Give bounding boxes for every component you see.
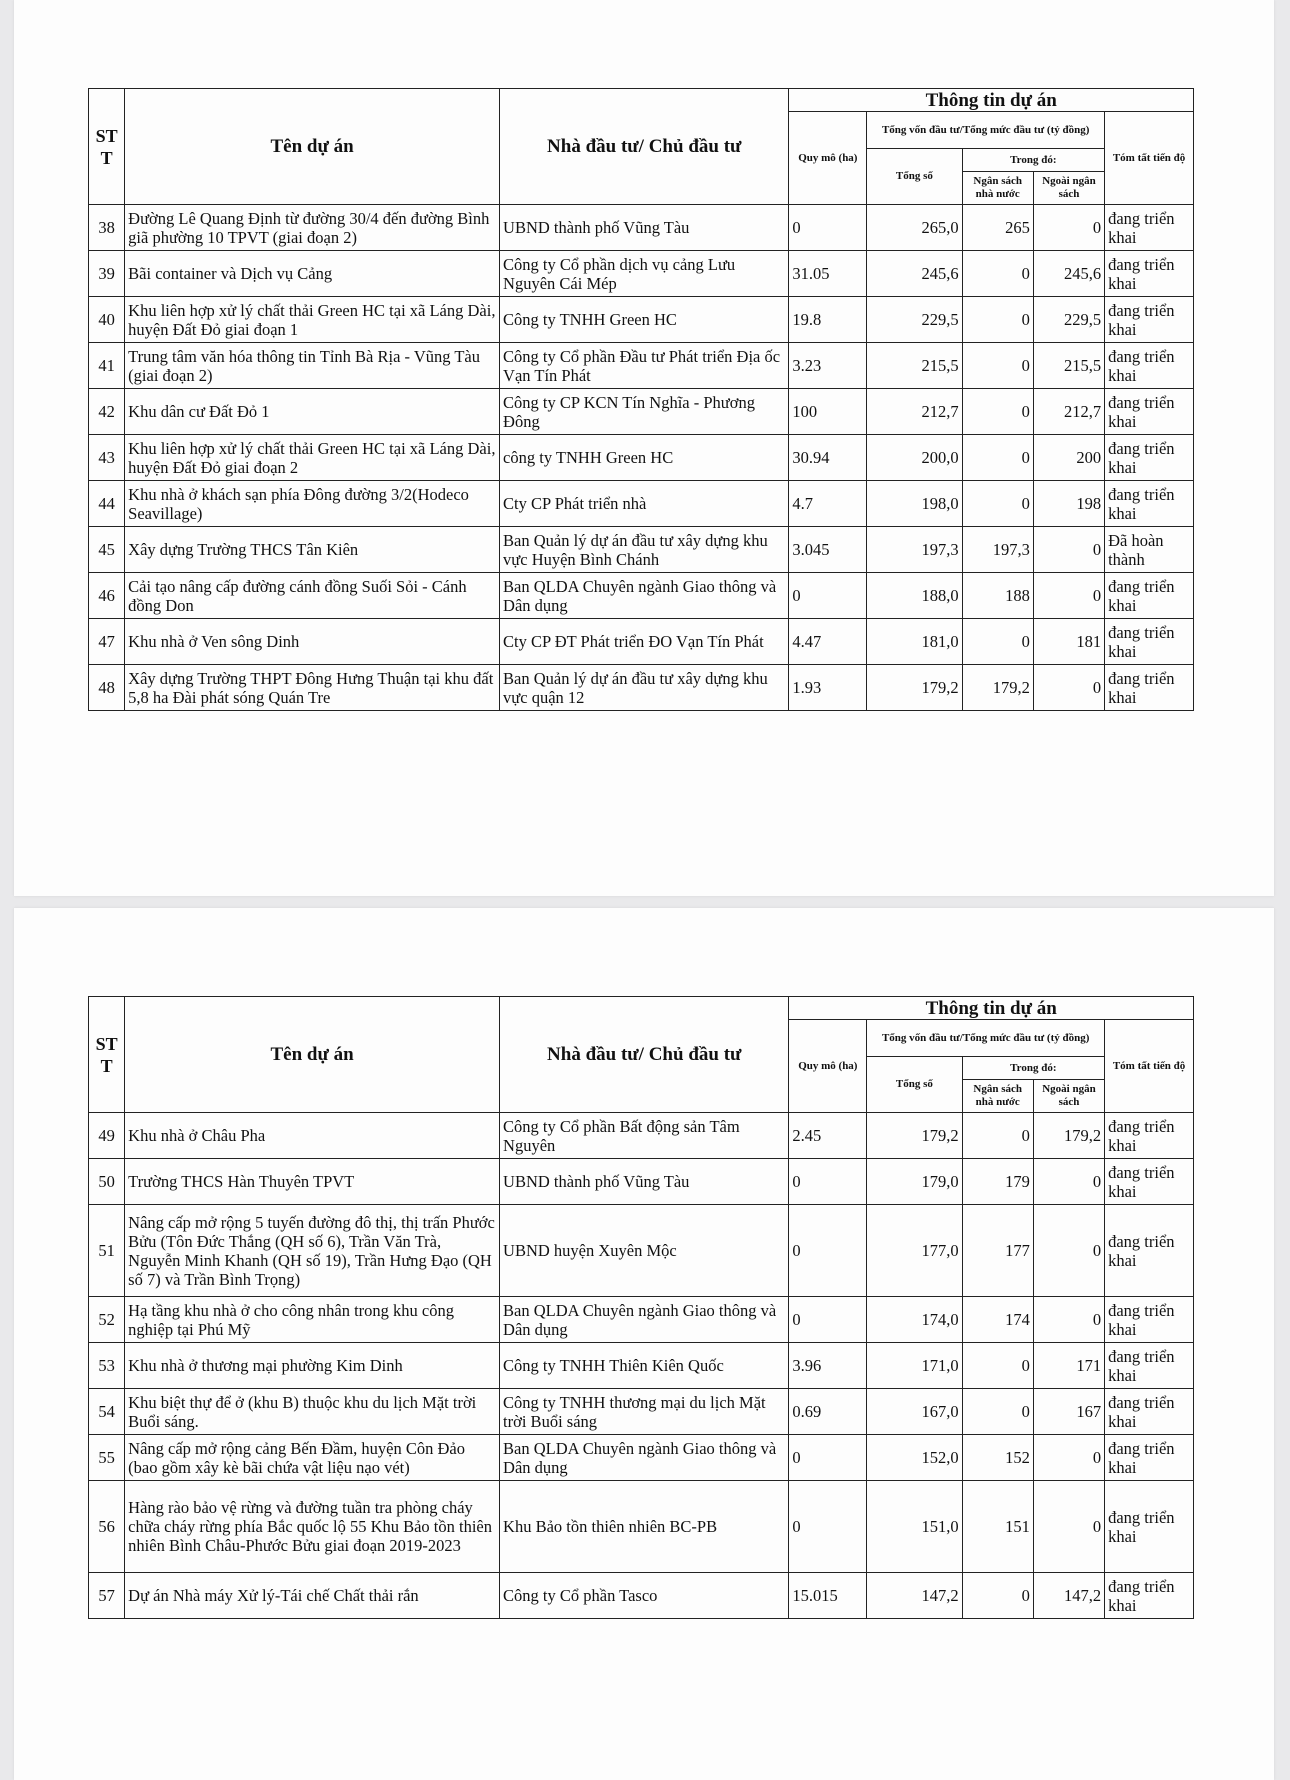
project-scale: 31.05	[789, 251, 867, 297]
progress-status: đang triển khai	[1105, 573, 1194, 619]
nonstate-budget: 171	[1033, 1343, 1104, 1389]
project-scale: 2.45	[789, 1113, 867, 1159]
project-name: Xây dựng Trường THCS Tân Kiên	[125, 527, 500, 573]
nonstate-budget: 245,6	[1033, 251, 1104, 297]
project-scale: 0	[789, 573, 867, 619]
progress-status: đang triển khai	[1105, 1481, 1194, 1573]
project-name: Khu nhà ở Châu Pha	[125, 1113, 500, 1159]
row-stt: 51	[89, 1205, 125, 1297]
total-investment: 152,0	[867, 1435, 962, 1481]
project-scale: 0	[789, 1481, 867, 1573]
table-row	[89, 1297, 1194, 1343]
progress-status: đang triển khai	[1105, 481, 1194, 527]
project-scale: 100	[789, 389, 867, 435]
nonstate-budget: 181	[1033, 619, 1104, 665]
col-breakdown-header: Trong đó:	[962, 149, 1105, 172]
progress-status: đang triển khai	[1105, 251, 1194, 297]
total-investment: 188,0	[867, 573, 962, 619]
nonstate-budget: 0	[1033, 1159, 1104, 1205]
project-name: Khu biệt thự để ở (khu B) thuộc khu du lịch Mặt trời Buổi sáng.	[125, 1389, 500, 1435]
project-info-header: Thông tin dự án	[789, 89, 1194, 112]
nonstate-budget: 0	[1033, 1205, 1104, 1297]
table-row	[89, 1435, 1194, 1481]
row-stt: 45	[89, 527, 125, 573]
progress-status: đang triển khai	[1105, 205, 1194, 251]
row-stt: 57	[89, 1573, 125, 1619]
project-scale: 4.7	[789, 481, 867, 527]
state-budget: 177	[962, 1205, 1033, 1297]
project-info-header: Thông tin dự án	[789, 997, 1194, 1020]
row-stt: 56	[89, 1481, 125, 1573]
project-scale: 15.015	[789, 1573, 867, 1619]
project-name: Bãi container và Dịch vụ Cảng	[125, 251, 500, 297]
state-budget: 0	[962, 251, 1033, 297]
table-row	[89, 205, 1194, 251]
project-name: Khu liên hợp xử lý chất thải Green HC tại xã Láng Dài, huyện Đất Đỏ giai đoạn 1	[125, 297, 500, 343]
table-row	[89, 1159, 1194, 1205]
nonstate-budget: 212,7	[1033, 389, 1104, 435]
row-stt: 44	[89, 481, 125, 527]
table-row	[89, 573, 1194, 619]
total-investment: 198,0	[867, 481, 962, 527]
row-stt: 54	[89, 1389, 125, 1435]
row-stt: 53	[89, 1343, 125, 1389]
total-investment: 171,0	[867, 1343, 962, 1389]
nonstate-budget: 147,2	[1033, 1573, 1104, 1619]
project-name: Xây dựng Trường THPT Đông Hưng Thuận tại khu đất 5,8 ha Đài phát sóng Quán Tre	[125, 665, 500, 711]
nonstate-budget: 0	[1033, 527, 1104, 573]
col-breakdown-header: Trong đó:	[962, 1057, 1105, 1080]
table-row	[89, 619, 1194, 665]
total-investment: 167,0	[867, 1389, 962, 1435]
state-budget: 152	[962, 1435, 1033, 1481]
state-budget: 0	[962, 1389, 1033, 1435]
table-row	[89, 1573, 1194, 1619]
nonstate-budget: 198	[1033, 481, 1104, 527]
nonstate-budget: 200	[1033, 435, 1104, 481]
project-name: Khu nhà ở Ven sông Dinh	[125, 619, 500, 665]
project-name: Trung tâm văn hóa thông tin Tỉnh Bà Rịa - Vũng Tàu (giai đoạn 2)	[125, 343, 500, 389]
project-name: Khu dân cư Đất Đỏ 1	[125, 389, 500, 435]
col-name-header: Tên dự án	[125, 89, 500, 205]
progress-status: đang triển khai	[1105, 1435, 1194, 1481]
project-scale: 30.94	[789, 435, 867, 481]
col-total-header: Tổng số	[867, 1057, 962, 1113]
investor-name: UBND thành phố Vũng Tàu	[500, 1159, 789, 1205]
table-row	[89, 297, 1194, 343]
progress-status: đang triển khai	[1105, 1343, 1194, 1389]
total-investment: 215,5	[867, 343, 962, 389]
table-row	[89, 1343, 1194, 1389]
state-budget: 0	[962, 619, 1033, 665]
progress-status: đang triển khai	[1105, 619, 1194, 665]
project-scale: 0	[789, 205, 867, 251]
project-scale: 0	[789, 1435, 867, 1481]
progress-status: đang triển khai	[1105, 297, 1194, 343]
nonstate-budget: 0	[1033, 573, 1104, 619]
total-investment: 212,7	[867, 389, 962, 435]
total-investment: 179,2	[867, 665, 962, 711]
nonstate-budget: 179,2	[1033, 1113, 1104, 1159]
table-row	[89, 665, 1194, 711]
investor-name: Công ty TNHH Green HC	[500, 297, 789, 343]
state-budget: 197,3	[962, 527, 1033, 573]
state-budget: 0	[962, 343, 1033, 389]
project-name: Khu nhà ở thương mại phường Kim Dinh	[125, 1343, 500, 1389]
table-row	[89, 435, 1194, 481]
progress-status: đang triển khai	[1105, 389, 1194, 435]
total-investment: 151,0	[867, 1481, 962, 1573]
col-name-header: Tên dự án	[125, 997, 500, 1113]
col-state-budget-header: Ngân sách nhà nước	[962, 172, 1033, 205]
nonstate-budget: 0	[1033, 1481, 1104, 1573]
progress-status: đang triển khai	[1105, 1297, 1194, 1343]
state-budget: 174	[962, 1297, 1033, 1343]
total-investment: 179,2	[867, 1113, 962, 1159]
nonstate-budget: 0	[1033, 1297, 1104, 1343]
total-investment: 177,0	[867, 1205, 962, 1297]
document-page-2	[14, 908, 1274, 1780]
project-name: Hạ tầng khu nhà ở cho công nhân trong khu công nghiệp tại Phú Mỹ	[125, 1297, 500, 1343]
col-investor-header: Nhà đầu tư/ Chủ đầu tư	[500, 997, 789, 1113]
row-stt: 48	[89, 665, 125, 711]
nonstate-budget: 167	[1033, 1389, 1104, 1435]
state-budget: 179,2	[962, 665, 1033, 711]
total-investment: 265,0	[867, 205, 962, 251]
investor-name: Ban Quản lý dự án đầu tư xây dựng khu vực quận 12	[500, 665, 789, 711]
row-stt: 42	[89, 389, 125, 435]
project-name: Khu liên hợp xử lý chất thải Green HC tại xã Láng Dài, huyện Đất Đỏ giai đoạn 2	[125, 435, 500, 481]
total-investment: 229,5	[867, 297, 962, 343]
col-status-header: Tóm tất tiến độ	[1105, 1020, 1194, 1113]
row-stt: 55	[89, 1435, 125, 1481]
progress-status: đang triển khai	[1105, 1159, 1194, 1205]
table-row	[89, 1113, 1194, 1159]
row-stt: 46	[89, 573, 125, 619]
state-budget: 179	[962, 1159, 1033, 1205]
row-stt: 38	[89, 205, 125, 251]
total-investment: 197,3	[867, 527, 962, 573]
project-scale: 4.47	[789, 619, 867, 665]
investor-name: Khu Bảo tồn thiên nhiên BC-PB	[500, 1481, 789, 1573]
projects-table-body-1	[89, 205, 1194, 711]
col-investment-header: Tổng vốn đầu tư/Tổng mức đầu tư (tỷ đồng)	[867, 112, 1105, 149]
col-stt-header: ST T	[89, 89, 125, 205]
row-stt: 50	[89, 1159, 125, 1205]
progress-status: đang triển khai	[1105, 1205, 1194, 1297]
investor-name: Công ty Cổ phần Bất động sản Tâm Nguyên	[500, 1113, 789, 1159]
investor-name: Cty CP ĐT Phát triển ĐO Vạn Tín Phát	[500, 619, 789, 665]
progress-status: đang triển khai	[1105, 665, 1194, 711]
col-nonstate-budget-header: Ngoài ngân sách	[1033, 1080, 1104, 1113]
investor-name: Ban Quản lý dự án đầu tư xây dựng khu vực Huyện Bình Chánh	[500, 527, 789, 573]
project-scale: 3.23	[789, 343, 867, 389]
investor-name: Công ty Cổ phần dịch vụ cảng Lưu Nguyên Cái Mép	[500, 251, 789, 297]
investor-name: UBND huyện Xuyên Mộc	[500, 1205, 789, 1297]
table-row	[89, 1389, 1194, 1435]
col-status-header: Tóm tất tiến độ	[1105, 112, 1194, 205]
project-scale: 0.69	[789, 1389, 867, 1435]
nonstate-budget: 229,5	[1033, 297, 1104, 343]
project-name: Khu nhà ở khách sạn phía Đông đường 3/2(Hodeco Seavillage)	[125, 481, 500, 527]
row-stt: 47	[89, 619, 125, 665]
table-row	[89, 343, 1194, 389]
document-page-1	[14, 0, 1274, 896]
col-total-header: Tổng số	[867, 149, 962, 205]
project-name: Trường THCS Hàn Thuyên TPVT	[125, 1159, 500, 1205]
total-investment: 245,6	[867, 251, 962, 297]
table-row	[89, 251, 1194, 297]
investor-name: Công ty CP KCN Tín Nghĩa - Phương Đông	[500, 389, 789, 435]
col-state-budget-header: Ngân sách nhà nước	[962, 1080, 1033, 1113]
total-investment: 179,0	[867, 1159, 962, 1205]
nonstate-budget: 0	[1033, 1435, 1104, 1481]
total-investment: 174,0	[867, 1297, 962, 1343]
row-stt: 43	[89, 435, 125, 481]
investor-name: Công ty Cổ phần Đầu tư Phát triển Địa ốc Vạn Tín Phát	[500, 343, 789, 389]
nonstate-budget: 215,5	[1033, 343, 1104, 389]
projects-table-body-2	[89, 1113, 1194, 1619]
project-scale: 1.93	[789, 665, 867, 711]
projects-table-1	[88, 88, 1194, 711]
project-name: Nâng cấp mở rộng 5 tuyến đường đô thị, thị trấn Phước Bửu (Tôn Đức Thắng (QH số 6), Trần Văn Trà, Nguyễn Minh Khanh (QH số 19), Trần Hưng Đạo (QH số 7) và Trần Bình Trọng)	[125, 1205, 500, 1297]
nonstate-budget: 0	[1033, 205, 1104, 251]
col-investment-header: Tổng vốn đầu tư/Tổng mức đầu tư (tỷ đồng)	[867, 1020, 1105, 1057]
row-stt: 39	[89, 251, 125, 297]
investor-name: Cty CP Phát triển nhà	[500, 481, 789, 527]
col-investor-header: Nhà đầu tư/ Chủ đầu tư	[500, 89, 789, 205]
project-scale: 0	[789, 1297, 867, 1343]
col-scale-header: Quy mô (ha)	[789, 112, 867, 205]
project-name: Hàng rào bảo vệ rừng và đường tuần tra phòng cháy chữa cháy rừng phía Bắc quốc lộ 55 Khu Bảo tồn thiên nhiên Bình Châu-Phước Bửu giai đoạn 2019-2023	[125, 1481, 500, 1573]
progress-status: đang triển khai	[1105, 435, 1194, 481]
project-scale: 3.96	[789, 1343, 867, 1389]
project-scale: 0	[789, 1205, 867, 1297]
table-row	[89, 1481, 1194, 1573]
col-scale-header: Quy mô (ha)	[789, 1020, 867, 1113]
project-scale: 0	[789, 1159, 867, 1205]
total-investment: 200,0	[867, 435, 962, 481]
progress-status: đang triển khai	[1105, 1113, 1194, 1159]
investor-name: công ty TNHH Green HC	[500, 435, 789, 481]
progress-status: đang triển khai	[1105, 1389, 1194, 1435]
investor-name: Công ty TNHH Thiên Kiên Quốc	[500, 1343, 789, 1389]
row-stt: 52	[89, 1297, 125, 1343]
state-budget: 0	[962, 389, 1033, 435]
col-nonstate-budget-header: Ngoài ngân sách	[1033, 172, 1104, 205]
project-name: Nâng cấp mở rộng cảng Bến Đầm, huyện Côn Đảo (bao gồm xây kè bãi chứa vật liệu nạo vét)	[125, 1435, 500, 1481]
project-name: Cải tạo nâng cấp đường cánh đồng Suối Sỏi - Cánh đồng Don	[125, 573, 500, 619]
state-budget: 0	[962, 1573, 1033, 1619]
total-investment: 181,0	[867, 619, 962, 665]
projects-table-2	[88, 996, 1194, 1619]
row-stt: 49	[89, 1113, 125, 1159]
progress-status: đang triển khai	[1105, 343, 1194, 389]
progress-status: đang triển khai	[1105, 1573, 1194, 1619]
investor-name: UBND thành phố Vũng Tàu	[500, 205, 789, 251]
state-budget: 151	[962, 1481, 1033, 1573]
state-budget: 0	[962, 435, 1033, 481]
state-budget: 265	[962, 205, 1033, 251]
investor-name: Công ty Cổ phần Tasco	[500, 1573, 789, 1619]
table-row	[89, 1205, 1194, 1297]
project-scale: 3.045	[789, 527, 867, 573]
project-name: Đường Lê Quang Định từ đường 30/4 đến đường Bình giã phường 10 TPVT (giai đoạn 2)	[125, 205, 500, 251]
col-stt-header: ST T	[89, 997, 125, 1113]
investor-name: Ban QLDA Chuyên ngành Giao thông và Dân dụng	[500, 1297, 789, 1343]
state-budget: 0	[962, 1113, 1033, 1159]
investor-name: Ban QLDA Chuyên ngành Giao thông và Dân dụng	[500, 573, 789, 619]
project-name: Dự án Nhà máy Xử lý-Tái chế Chất thải rắn	[125, 1573, 500, 1619]
row-stt: 41	[89, 343, 125, 389]
row-stt: 40	[89, 297, 125, 343]
table-row	[89, 527, 1194, 573]
nonstate-budget: 0	[1033, 665, 1104, 711]
progress-status: Đã hoàn thành	[1105, 527, 1194, 573]
project-scale: 19.8	[789, 297, 867, 343]
state-budget: 188	[962, 573, 1033, 619]
state-budget: 0	[962, 297, 1033, 343]
state-budget: 0	[962, 1343, 1033, 1389]
table-row	[89, 389, 1194, 435]
investor-name: Ban QLDA Chuyên ngành Giao thông và Dân dụng	[500, 1435, 789, 1481]
table-row	[89, 481, 1194, 527]
investor-name: Công ty TNHH thương mại du lịch Mặt trời Buổi sáng	[500, 1389, 789, 1435]
state-budget: 0	[962, 481, 1033, 527]
total-investment: 147,2	[867, 1573, 962, 1619]
